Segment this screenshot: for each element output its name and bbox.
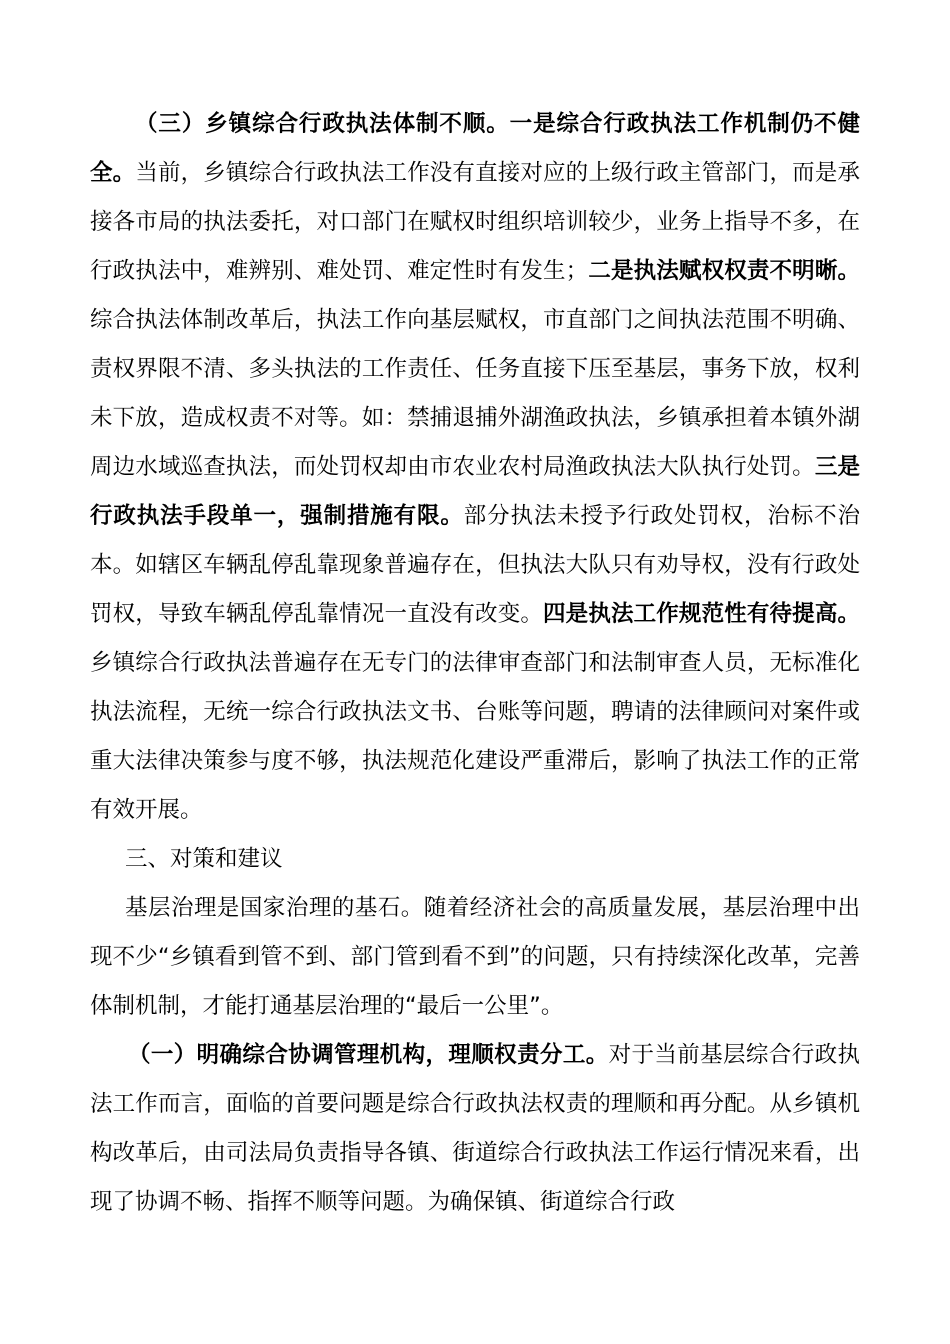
section-heading-countermeasures: 三、对策和建议 <box>125 846 283 872</box>
paragraph-coordination-agency <box>90 1031 860 1227</box>
document-page <box>90 100 860 1227</box>
point-4-title: 四是执法工作规范性有待提高。 <box>543 601 860 627</box>
point-2-body: 综合执法体制改革后，执法工作向基层赋权，市直部门之间执法范围不明确、责权界限不清、多头执法的工作责任、任务直接下压至基层，事务下放，权利未下放，造成权责不对等。如：禁捕退捕外湖渔政执法，乡镇承担着本镇外湖周边水域巡查执法，而处罚权却由市农业农村局渔政执法大队执行处罚。 <box>90 307 860 480</box>
point-3-title: 三是行政执法手段单一，强制措施有限。 <box>90 454 860 529</box>
coordination-agency-body: 对于当前基层综合行政执法工作而言，面临的首要问题是综合行政执法权责的理顺和再分配。从乡镇机构改革后，由司法局负责指导各镇、街道综合行政执法工作运行情况来看，出现了协调不畅、指挥不顺等问题。为确保镇、街道综合行政 <box>90 1042 860 1215</box>
point-1-body: 当前，乡镇综合行政执法工作没有直接对应的上级行政主管部门，而是承接各市局的执法委托，对口部门在赋权时组织培训较少，业务上指导不多，在行政执法中，难辨别、难处罚、难定性时有发生； <box>90 160 860 284</box>
point-4-body: 乡镇综合行政执法普遍存在无专门的法律审查部门和法制审查人员，无标准化执法流程，无统一综合行政执法文书、台账等问题，聘请的法律顾问对案件或重大法律决策参与度不够，执法规范化建设严重滞后，影响了执法工作的正常有效开展。 <box>90 650 860 823</box>
heading-admin-law-system: （三）乡镇综合行政执法体制不顺。 <box>135 111 510 137</box>
point-3-body: 部分执法未授予行政处罚权，治标不治本。如辖区车辆乱停乱靠现象普遍存在，但执法大队只有劝导权，没有行政处罚权，导致车辆乱停乱靠情况一直没有改变。 <box>90 503 860 627</box>
heading-coordination-agency: （一）明确综合协调管理机构，理顺权责分工。 <box>128 1042 609 1068</box>
paragraph-grassroots-governance: 基层治理是国家治理的基石。随着经济社会的高质量发展，基层治理中出现不少“乡镇看到管不到、部门管到看不到”的问题，只有持续深化改革，完善体制机制，才能打通基层治理的“最后一公里”。 <box>90 895 860 1019</box>
point-2-title: 二是执法赋权权责不明晰。 <box>588 258 860 284</box>
point-1-title: 一是综合行政执法工作机制仍不健全。 <box>90 111 860 186</box>
paragraph-admin-law-system <box>90 100 860 835</box>
